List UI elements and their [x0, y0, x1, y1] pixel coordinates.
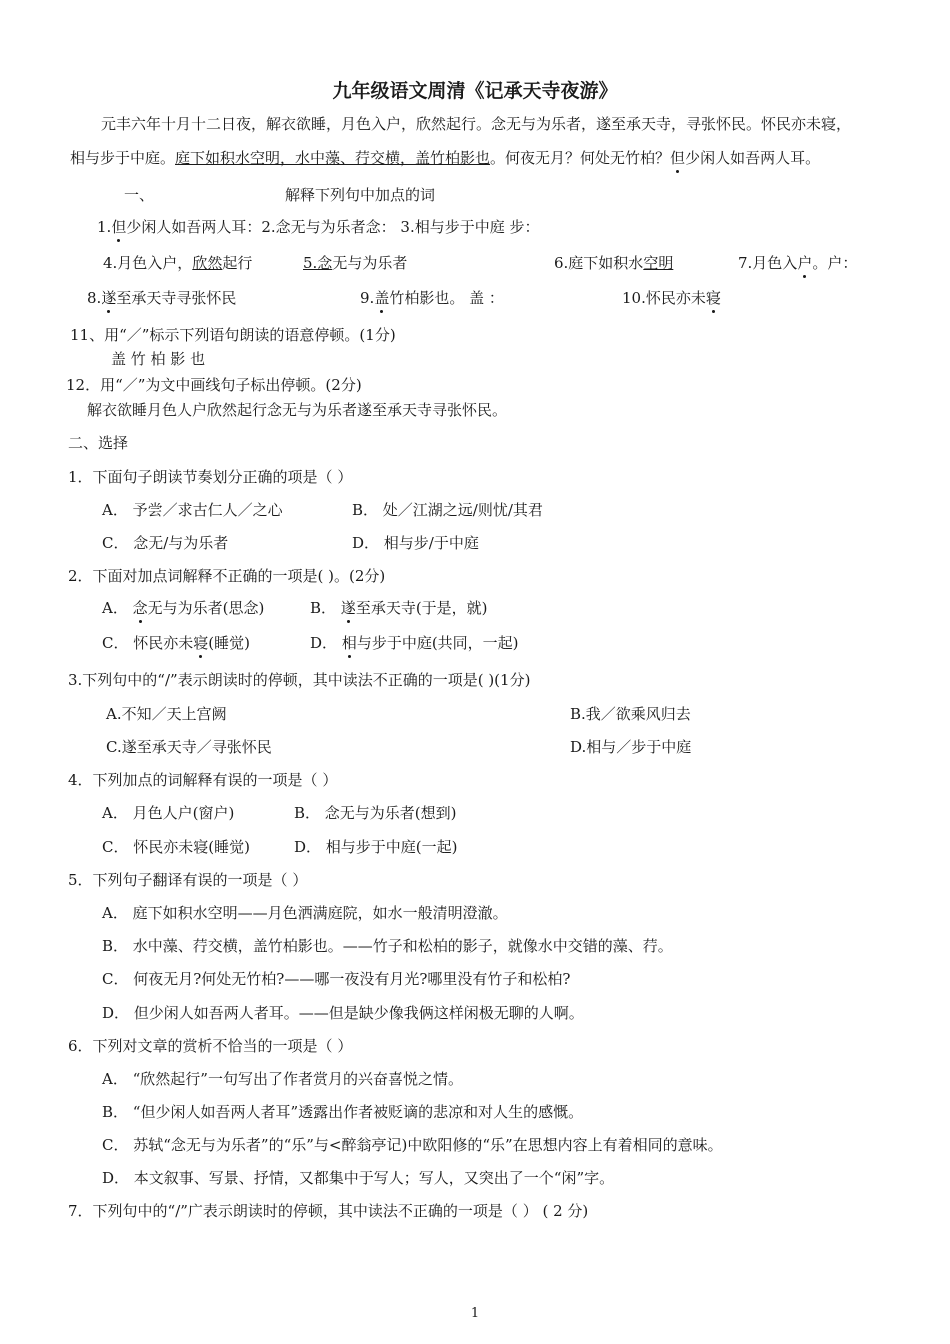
mc-question-7: 7．下列句中的“/”广表示朗读时的停顿，其中读法不正确的一项是（ ） ( 2 分) [68, 1202, 589, 1220]
mc-question-5: 5．下列句子翻译有误的一项是（ ） [68, 871, 308, 889]
dotted-char: 遂 [101, 289, 117, 307]
dotted-char: 但 [670, 149, 686, 167]
option-c: C． 怀民亦未寝(睡觉) [102, 634, 250, 652]
passage-line-1: 元丰六年十月十二日夜，解衣欲睡，月色入户，欣然起行。念无与为乐者，遂至承天寺，寻张怀民。怀民亦未寝， [101, 115, 852, 133]
option-d: D． 相与步于中庭(共同，一起) [310, 634, 519, 652]
passage-text: 。何夜无月？何处无竹柏？ [490, 149, 671, 167]
passage-line-2 [70, 148, 820, 168]
question-10: 10.怀民亦未寝 [622, 289, 721, 307]
mc-question-6: 6．下列对文章的赏析不恰当的一项是（ ） [68, 1037, 353, 1055]
part1-number: 一、 [124, 186, 155, 204]
option-d: D.相与／步于中庭 [570, 738, 692, 756]
mc-question-4: 4．下列加点的词解释有误的一项是（ ） [68, 771, 338, 789]
question-5: 5.念无与为乐者 [303, 254, 408, 272]
dotted-char: 户 [797, 254, 813, 272]
dotted-char: 寝 [705, 289, 721, 307]
page-title: 九年级语文周清《记承天寺夜游》 [332, 80, 618, 102]
question-12: 12．用“／”为文中画线句子标出停顿。(2分) [66, 376, 362, 394]
option-d: D． 但少闲人如吾两人者耳。——但是缺少像我俩这样闲极无聊的人啊。 [102, 1004, 584, 1022]
option-c: C． 苏轼“念无与为乐者”的“乐”与<醉翁亭记)中欧阳修的“乐”在思想内容上有着相同的意味。 [102, 1136, 723, 1154]
question-6: 6.庭下如积水空明 [554, 254, 674, 272]
part1-heading: 解释下列句中加点的词 [285, 186, 436, 204]
option-a: A． “欣然起行”一句写出了作者赏月的兴奋喜悦之情。 [102, 1070, 463, 1088]
mc-question-3: 3.下列句中的“/”表示朗读时的停顿，其中读法不正确的一项是( )(1分) [68, 671, 531, 689]
dotted-char: 寝 [193, 634, 209, 652]
question-12-sentence: 解衣欲睡月色人户欣然起行念无与为乐者遂至承天寺寻张怀民。 [87, 401, 508, 419]
dotted-char: 盖 [374, 289, 390, 307]
option-b: B． “但少闲人如吾两人者耳”透露出作者被贬谪的悲凉和对人生的感慨。 [102, 1103, 584, 1121]
option-b: B． 处／江湖之远/则忧/其君 [352, 501, 543, 519]
option-b: B． 遂至承天寺(于是，就) [310, 599, 488, 617]
option-c: C.遂至承天寺／寻张怀民 [106, 738, 272, 756]
option-d: D． 本文叙事、写景、抒情，又都集中于写人；写人，又突出了一个“闲”字。 [102, 1169, 615, 1187]
option-a: A． 庭下如积水空明——月色洒满庭院，如水一般清明澄澈。 [102, 904, 508, 922]
option-a: A.不知／天上宫阙 [106, 705, 227, 723]
option-c: C． 何夜无月?何处无竹柏?——哪一夜没有月光?哪里没有竹子和松柏? [102, 970, 571, 988]
question-11-sentence: 盖 竹 柏 影 也 [111, 350, 206, 368]
option-b: B.我／欲乘风归去 [570, 705, 691, 723]
question-4: 4.月色入户，欣然起行 [103, 254, 253, 272]
option-d: D． 相与步/于中庭 [352, 534, 479, 552]
question-8: 8.遂至承天寺寻张怀民 [87, 289, 237, 307]
question-9: 9.盖竹柏影也。 盖 ： [360, 289, 504, 307]
dotted-char: 遂 [340, 599, 356, 617]
option-a: A． 念无与为乐者(思念) [102, 599, 265, 617]
option-b: B． 念无与为乐者(想到) [294, 804, 457, 822]
option-b: B． 水中藻、荇交横，盖竹柏影也。——竹子和松柏的影子，就像水中交错的藻、荇。 [102, 937, 673, 955]
dotted-char: 但 [111, 218, 127, 236]
passage-text: 相与步于中庭。 [70, 149, 176, 167]
option-a: A． 予尝／求古仁人／之心 [102, 501, 283, 519]
dotted-char: 念 [132, 599, 148, 617]
option-a: A． 月色人户(窗户) [102, 804, 235, 822]
page-number: 1 [470, 1306, 480, 1321]
mc-question-1: 1．下面句子朗读节奏划分正确的项是（ ） [68, 468, 353, 486]
question-line: 1.但少闲人如吾两人耳：2.念无与为乐者念： 3.相与步于中庭 步： [97, 218, 540, 236]
option-c: C． 念无/与为乐者 [102, 534, 229, 552]
dotted-char: 相 [341, 634, 357, 652]
mc-question-2: 2．下面对加点词解释不正确的一项是( )。(2分) [68, 567, 386, 585]
option-d: D． 相与步于中庭(一起) [294, 838, 458, 856]
question-11: 11、用“／”标示下列语句朗读的语意停顿。(1分) [70, 326, 396, 344]
question-7: 7.月色入户。户： [738, 254, 858, 272]
underlined-sentence: 庭下如积水空明，水中藻、荇交横，盖竹柏影也 [175, 149, 491, 167]
passage-text: 少闲人如吾两人耳。 [685, 149, 821, 167]
part2-heading: 二、选择 [68, 434, 129, 452]
option-c: C． 怀民亦未寝(睡觉) [102, 838, 250, 856]
